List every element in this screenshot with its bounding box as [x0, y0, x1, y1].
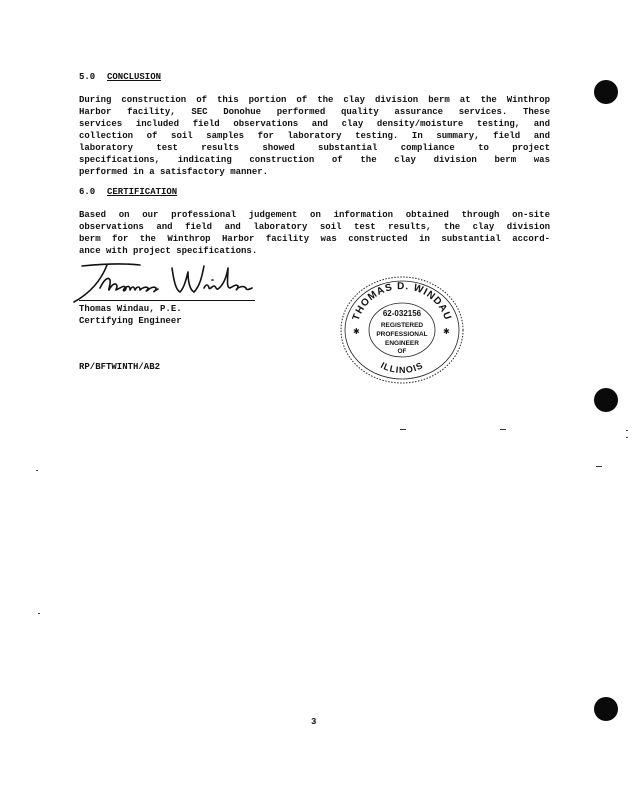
paragraph-line: laboratory test results showed substantial compliance to project [79, 143, 550, 153]
signer-name: Thomas Windau, P.E. [79, 304, 182, 314]
seal-top-text: THOMAS D. WINDAU [350, 280, 454, 323]
paragraph-line: services included field observations and clay density/moisture testing, and [79, 119, 550, 129]
scan-speck [38, 613, 40, 614]
paragraph-line: During construction of this portion of the clay division berm at the Winthrop [79, 95, 550, 105]
signer-title: Certifying Engineer [79, 316, 182, 326]
seal-star-left: ✱ [353, 327, 360, 336]
paragraph-line: Harbor facility, SEC Donohue performed quality assurance services. These [79, 107, 550, 117]
certification-paragraph [79, 209, 550, 257]
scan-speck [400, 429, 406, 430]
seal-line-professional: PROFESSIONAL [376, 331, 428, 338]
paragraph-line: performed in a satisfactory manner. [79, 167, 269, 177]
svg-text:ILLINOIS [379, 360, 425, 375]
paragraph-line: observations and field and laboratory soil test results, the clay division [79, 222, 550, 232]
scan-speck [626, 430, 628, 431]
engineer-seal [337, 274, 467, 386]
seal-bottom-text: ILLINOIS [379, 360, 425, 376]
conclusion-paragraph [79, 94, 550, 178]
seal-license-number: 62-032156 [382, 309, 422, 318]
paragraph-line: specifications, indicating construction of the clay division berm was [79, 155, 550, 165]
seal-line-engineer: ENGINEER [385, 340, 419, 347]
paragraph-line: berm for the Winthrop Harbor facility was constructed in substantial accord- [79, 234, 550, 244]
paragraph-line: collection of soil samples for laboratory testing. In summary, field and [79, 131, 550, 141]
seal-line-of: OF [397, 348, 407, 355]
binder-hole-top [594, 80, 618, 104]
section-number: 5.0 [79, 72, 96, 82]
paragraph-line: ance with project specifications. [79, 246, 258, 256]
scan-speck [500, 429, 506, 430]
section-heading-conclusion [79, 72, 161, 82]
handwritten-signature [62, 258, 262, 306]
section-title: CERTIFICATION [107, 187, 178, 197]
section-number: 6.0 [79, 187, 96, 197]
binder-hole-middle [594, 388, 618, 412]
seal-star-right: ✱ [443, 327, 450, 336]
section-title: CONCLUSION [107, 72, 162, 82]
scan-speck [36, 470, 38, 471]
section-heading-certification [79, 187, 177, 197]
paragraph-line: Based on our professional judgement on information obtained through on-site [79, 210, 550, 220]
seal-line-registered: REGISTERED [380, 322, 424, 329]
scan-speck [626, 437, 628, 438]
scan-speck [596, 466, 602, 467]
page-number: 3 [311, 717, 317, 727]
binder-hole-bottom [594, 697, 618, 721]
document-reference: RP/BFTWINTH/AB2 [79, 362, 161, 372]
signature-line [79, 300, 255, 301]
